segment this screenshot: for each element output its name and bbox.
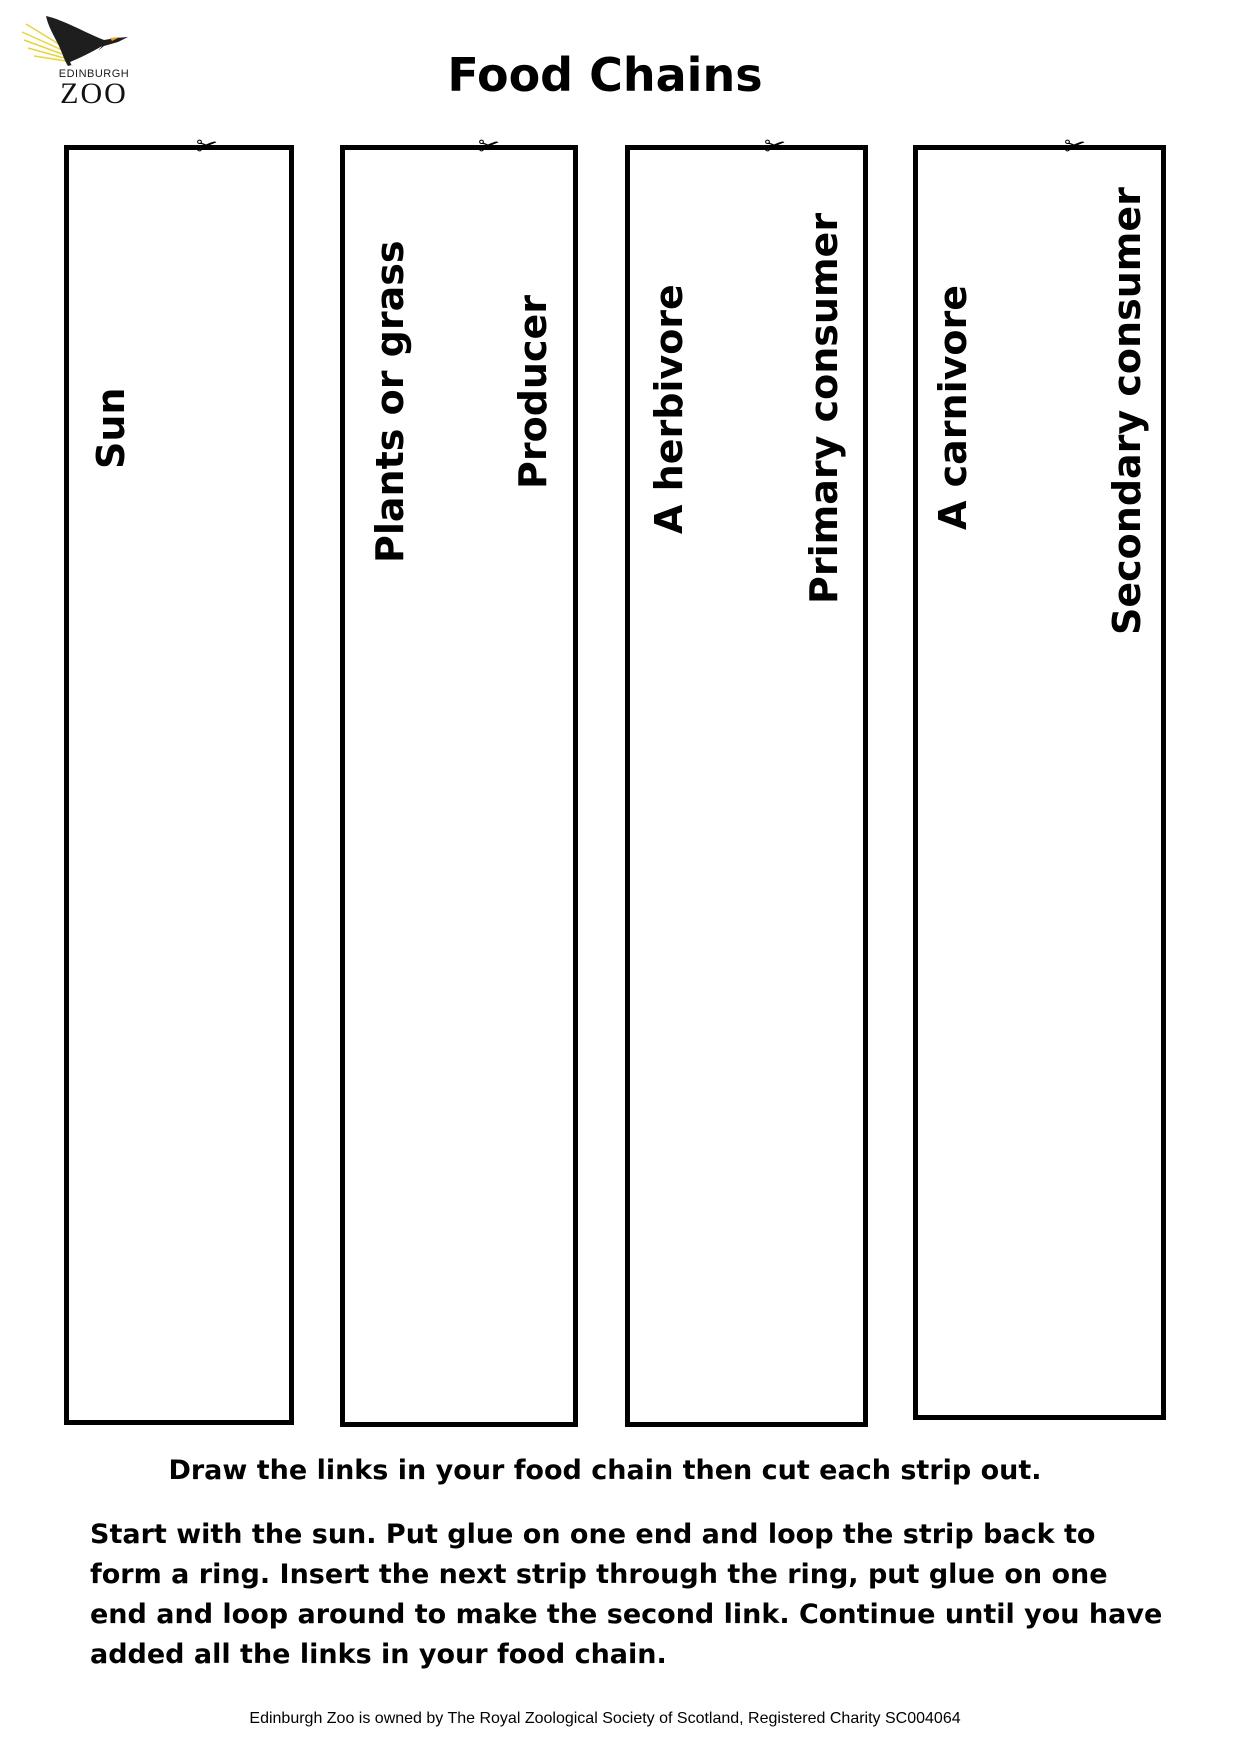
strip-label-secondary-consumer: Secondary consumer xyxy=(1105,187,1149,635)
strip-label-sun: Sun xyxy=(89,387,133,469)
scissors-icon: ✂ xyxy=(764,132,786,162)
scissors-icon: ✂ xyxy=(1064,132,1086,162)
strip-label-primary-consumer: Primary consumer xyxy=(802,212,846,604)
strip-label-a-carnivore: A carnivore xyxy=(931,284,975,530)
footer-text: Edinburgh Zoo is owned by The Royal Zoological Society of Scotland, Registered Charity SC004064 xyxy=(249,1710,961,1727)
logo-wordmark: ZOO xyxy=(60,77,128,110)
food-chain-strip-sun xyxy=(64,145,294,1425)
strip-label-a-herbivore: A herbivore xyxy=(647,284,691,534)
logo-caption: EDINBURGH xyxy=(58,68,130,80)
instruction-heading: Draw the links in your food chain then cut each strip out. xyxy=(168,1455,1042,1486)
page-title: Food Chains xyxy=(447,48,763,102)
instruction-paragraph: Start with the sun. Put glue on one end and loop the strip back to form a ring. Insert the next strip through the ring, put glue on one end and loop around to make the second link. Continue until you have added all the links in your food chain. xyxy=(90,1519,1163,1670)
scissors-icon: ✂ xyxy=(478,132,500,162)
strip-label-plants-or-grass: Plants or grass xyxy=(368,240,412,563)
strip-label-producer: Producer xyxy=(511,295,555,489)
scissors-icon: ✂ xyxy=(196,132,218,162)
